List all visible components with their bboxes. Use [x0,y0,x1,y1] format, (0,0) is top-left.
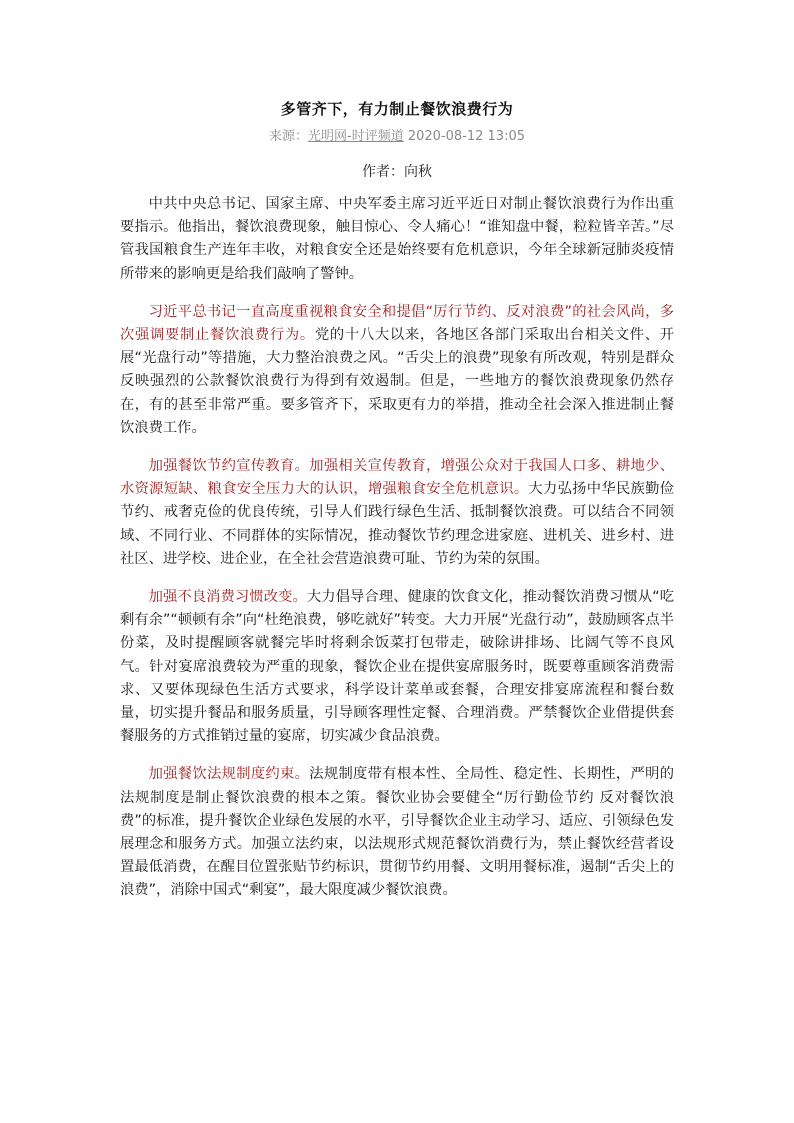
paragraph-4-lead: 加强不良消费习惯改变。 [148,589,307,606]
paragraph-5-lead: 加强餐饮法规制度约束。 [148,766,310,783]
article-source-line [0,125,794,144]
paragraph-1-text: 中共中央总书记、国家主席、中央军委主席习近平近日对制止餐饮浪费行为作出重要指示。他指出，餐饮浪费现象，触目惊心、令人痛心！“谁知盘中餐，粒粒皆辛苦。”尽管我国粮食生产连年丰收，对粮食安全还是始终要有危机意识，今年全球新冠肺炎疫情所带来的影响更是给我们敲响了警钟。 [120,196,674,282]
article-title: 多管齐下，有力制止餐饮浪费行为 [280,100,514,118]
paragraph-1 [120,193,674,286]
source-label: 来源： [268,129,308,144]
paragraph-4 [120,586,674,748]
paragraph-2 [120,301,674,440]
paragraph-2-lead: 习近平总书记一直高度重视粮食安全和提倡“厉行节约、反对浪费”的社会风尚，多次强调要制止餐饮浪费行为。 [120,303,674,344]
paragraph-2-text: 党的十八大以来，各地区各部门采取出台相关文件、开展“光盘行动”等措施，大力整治浪费之风。“舌尖上的浪费”现象有所改观，特别是群众反映强烈的公款餐饮浪费行为得到有效遏制。但是，一些地方的餐饮浪费现象仍然存在，有的甚至非常严重。要多管齐下，采取更有力的举措，推动全社会深入推进制止餐饮浪费工作。 [120,327,675,436]
article-body [120,193,674,918]
paragraph-5 [120,763,674,902]
paragraph-3-lead: 加强餐饮节约宣传教育。加强相关宣传教育，增强公众对于我国人口多、耕地少、水资源短缺、粮食安全压力大的认识，增强粮食安全危机意识。 [120,458,674,498]
paragraph-4-text: 大力倡导合理、健康的饮食文化，推动餐饮消费习惯从“吃剩有余”“顿顿有余”向“杜绝浪费，够吃就好”转变。大力开展“光盘行动”，鼓励顾客点半份菜，及时提醒顾客就餐完毕时将剩余饭菜打包带走，破除讲排场、比阔气等不良风气。针对宴席浪费较为严重的现象，餐饮企业在提供宴席服务时，既要尊重顾客消费需求、又要体现绿色生活方式要求，科学设计菜单或套餐，合理安排宴席流程和餐台数量，切实提升餐品和服务质量，引导顾客理性定餐、合理消费。严禁餐饮企业借提供套餐服务的方式推销过量的宴席，切实减少食品浪费。 [120,589,675,745]
paragraph-3 [120,455,674,571]
source-link[interactable]: 光明网-时评频道 [308,129,404,144]
publish-datetime: 2020-08-12 13:05 [407,129,525,144]
paragraph-5-text: 法规制度带有根本性、全局性、稳定性、长期性，严明的法规制度是制止餐饮浪费的根本之策。餐饮业协会要健全“厉行勤俭节约 反对餐饮浪费”的标准，提升餐饮企业绿色发展的水平，引导餐饮企业主动学习、适应、引领绿色发展理念和服务方式。加强立法约束，以法规形式规范餐饮消费行为，禁止餐饮经营者设置最低消费，在醒目位置张贴节约标识，贯彻节约用餐、文明用餐标准，遏制“舌尖上的浪费”，消除中国式“剩宴”，最大限度减少餐饮浪费。 [120,766,675,899]
paragraph-3-text: 大力弘扬中华民族勤俭节约、戒奢克俭的优良传统，引导人们践行绿色生活、抵制餐饮浪费。可以结合不同领域、不同行业、不同群体的实际情况，推动餐饮节约理念进家庭、进机关、进乡村、进社区、进学校、进企业，在全社会营造浪费可耻、节约为荣的氛围。 [120,481,674,567]
article-author: 作者：向秋 [362,164,432,180]
